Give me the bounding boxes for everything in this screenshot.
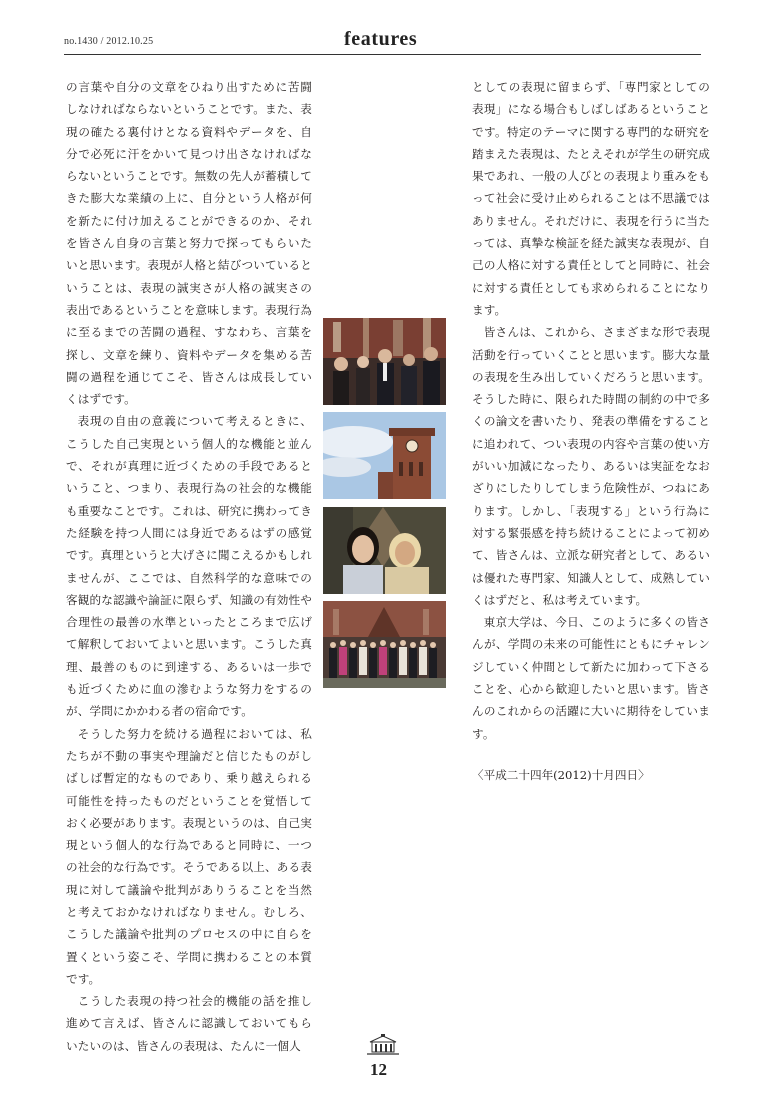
section-title: features — [344, 28, 418, 50]
header-divider — [64, 54, 701, 55]
paragraph: 東京大学は、今日、このように多くの皆さんが、学問の未来の可能性にともにチャレンジしていく仲間として新たに加わって下さることを、心から歓迎したいと思います。皆さんのこれからの活躍に大いに期待をしています。 — [472, 615, 710, 741]
group-photo — [323, 601, 446, 688]
university-logo-icon — [366, 1034, 400, 1056]
clock-tower-photo — [323, 412, 446, 499]
paragraph: 表現の自由の意義について考えるときに、こうした自己実現という個人的な機能と並んで、それが真理に近づくための手段であるということ、つまり、表現行為の社会的な機能も重要なことです。これは、研究に携わってきた経験を持つ人間には身近であるはずの感覚です。真理というと大げさに聞こえるかもしれませんが、ここでは、自然科学的な意味での客観的な認識や論証に限らず、知識の有効性や合理性の最善の水準といったところまで広げて解釈しておいてよいと思います。こうした真理、最善のものに到達する、あるいは一歩でも近づくために血の滲むような努力をするのが、学問にかかわる者の宿命です。 — [66, 414, 312, 719]
right-text-column — [472, 76, 710, 783]
students-group-photo — [323, 318, 446, 405]
paragraph: こうした表現の持つ社会的機能の話を推し進めて言えば、皆さんに認識しておいてもらいたいのは、皆さんの表現は、たんに一個人 — [66, 994, 312, 1053]
paragraph: 皆さんは、これから、さまざまな形で表現活動を行っていくことと思います。膨大な量の表現を生み出していくだろうと思います。そうした時に、限られた時間の制約の中で多くの論文を書いたり、発表の準備をすることに追われて、つい表現の内容や言葉の使い方がいい加減になったり、あるいは実証をなおざりにしたりしてしまう危険性が、つねにあります。しかし、「表現する」という行為に対する緊張感を持ち続けることによって初めて、皆さんは、立派な研究者として、あるいは優れた専門家、知識人として、成熟していくはずだと、私は考えています。 — [472, 325, 710, 607]
two-students-photo — [323, 507, 446, 594]
speech-date: 〈平成二十四年(2012)十月四日〉 — [472, 767, 650, 782]
paragraph: そうした努力を続ける過程においては、私たちが不動の事実や理論だと信じたものがしばしば暫定的なものであり、乗り越えられる可能性を持ったものだということを覚悟しておく必要があります。表現というのは、自己実現という個人的な行為であると同時に、一つの社会的な行為です。そうである以上、ある表現に対して議論や批判がありうることを当然と考えておかなければなりません。むしろ、こうした議論や批判のプロセスの中に自らを置くという姿こそ、学問に携わることの本質です。 — [66, 726, 312, 986]
left-text-column — [66, 76, 312, 1057]
paragraph: としての表現に留まらず、「専門家としての表現」になる場合もしばしばあるということです。特定のテーマに関する専門的な研究を踏まえた表現は、たとえそれが学生の研究成果であれ、一般の人びとの表現より重みをもって社会に受け止められることは不思議ではありません。それだけに、表現を行うに当たっては、真摯な検証を経た誠実な表現が、自己の人格に対する責任としてと同時に、社会に対する責任としても求められることになります。 — [472, 80, 710, 317]
issue-label: no.1430 / 2012.10.25 — [64, 36, 154, 47]
page-number: 12 — [370, 1060, 387, 1079]
paragraph: の言葉や自分の文章をひねり出すために苦闘しなければならないということです。また、表現の確たる裏付けとなる資料やデータを、自分で必死に汗をかいて見つけ出さなければならないということです。無数の先人が蓄積してきた膨大な業績の上に、自分という人格が何を新たに付け加えることができるのか、それを皆さん自身の言葉と努力で探ってもらいたいと思います。表現が人格と結びついているということは、表現の誠実さが人格の誠実さの表出であるということを意味します。表現行為に至るまでの苦闘の過程、すなわち、言葉を探し、文章を練り、資料やデータを集める苦闘の過程を通じてこそ、皆さんは成長していくはずです。 — [66, 80, 312, 407]
